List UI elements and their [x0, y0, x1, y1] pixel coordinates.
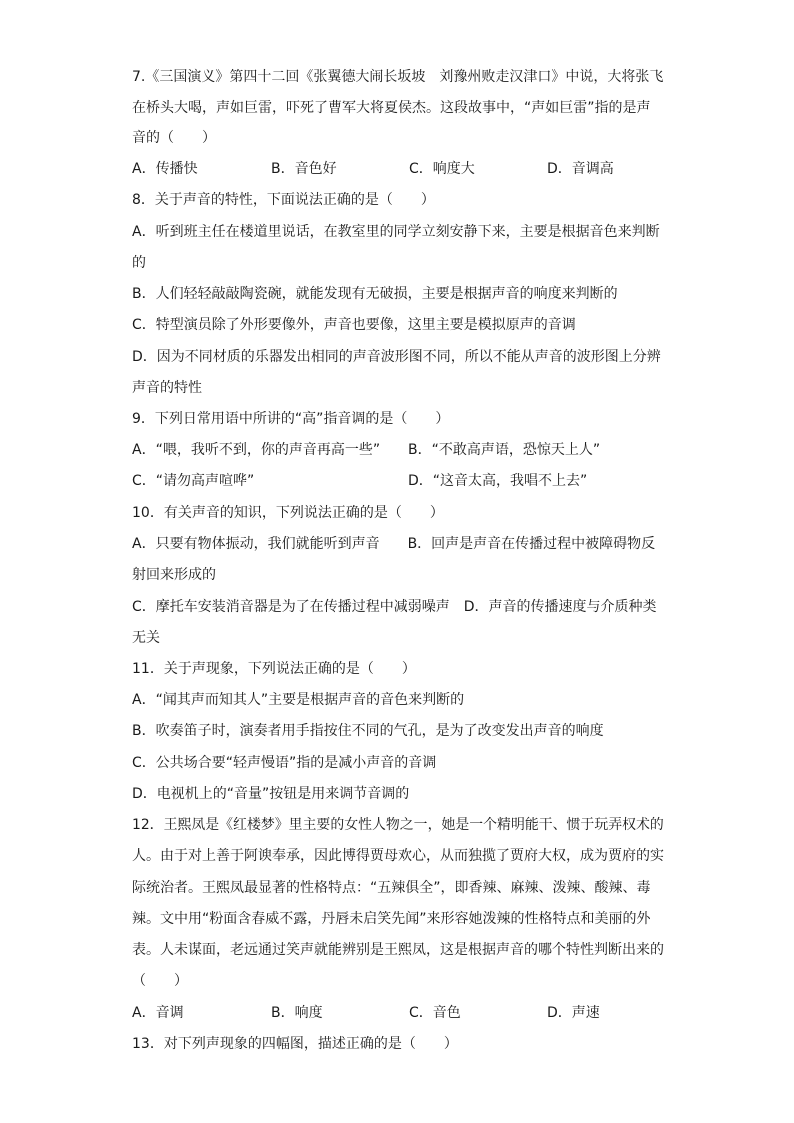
q12-option-b: B．响度 — [271, 1005, 323, 1021]
q12-stem-line-4: 辣。文中用“粉面含春威不露，丹唇未启笑先闻”来形容她泼辣的性格特点和美丽的外 — [132, 911, 651, 927]
q10-stem: 10．有关声音的知识，下列说法正确的是（ ） — [132, 505, 444, 521]
q10-options-cd-line-1: C．摩托车安装消音器是为了在传播过程中减弱噪声 D．声音的传播速度与介质种类 — [132, 599, 657, 615]
q9-option-b: B．“不敢高声语，恐惊天上人” — [408, 442, 601, 458]
q7-option-b: B．音色好 — [271, 161, 337, 177]
q7-stem-line-1: 7.《三国演义》第四十二回《张翼德大闹长坂坡 刘豫州败走汉津口》中说，大将张飞 — [132, 69, 664, 85]
q8-option-c: C．特型演员除了外形要像外，声音也要像，这里主要是模拟原声的音调 — [132, 317, 576, 333]
q9-option-d: D．“这音太高，我唱不上去” — [408, 473, 588, 489]
q8-option-b: B．人们轻轻敲敲陶瓷碗，就能发现有无破损，主要是根据声音的响度来判断的 — [132, 286, 618, 302]
q8-option-d-line-1: D．因为不同材质的乐器发出相同的声音波形图不同，所以不能从声音的波形图上分辨 — [132, 349, 661, 365]
q8-option-a-line-2: 的 — [132, 255, 146, 271]
q11-option-b: B．吹奏笛子时，演奏者用手指按住不同的气孔，是为了改变发出声音的响度 — [132, 723, 604, 739]
q11-option-d: D．电视机上的“音量”按钮是用来调节音调的 — [132, 786, 410, 802]
q9-stem: 9．下列日常用语中所讲的“高”指音调的是（ ） — [132, 411, 450, 427]
q13-stem: 13．对下列声现象的四幅图，描述正确的是（ ） — [132, 1036, 458, 1052]
q11-option-a: A．“闻其声而知其人”主要是根据声音的音色来判断的 — [132, 692, 465, 708]
q11-option-c: C．公共场合要“轻声慢语”指的是减小声音的音调 — [132, 755, 437, 771]
q10-options-ab-line-1: A．只要有物体振动，我们就能听到声音 B．回声是声音在传播过程中被障碍物反 — [132, 536, 656, 552]
q8-option-a-line-1: A．听到班主任在楼道里说话，在教室里的同学立刻安静下来，主要是根据音色来判断 — [132, 224, 660, 240]
q12-option-a: A．音调 — [132, 1005, 184, 1021]
q12-stem-line-6: （ ） — [132, 973, 188, 989]
q7-option-a: A．传播快 — [132, 161, 198, 177]
q11-stem: 11．关于声现象，下列说法正确的是（ ） — [132, 661, 416, 677]
q12-stem-line-5: 表。人未谋面，老远通过笑声就能辨别是王熙凤，这是根据声音的哪个特性判断出来的 — [132, 942, 664, 958]
q12-option-c: C．音色 — [409, 1005, 461, 1021]
q7-option-c: C．响度大 — [409, 161, 475, 177]
q7-option-d: D．音调高 — [547, 161, 614, 177]
q9-option-c: C．“请勿高声喧哗” — [132, 473, 255, 489]
q7-stem-line-3: 音的（ ） — [132, 130, 216, 146]
q8-stem: 8．关于声音的特性，下面说法正确的是（ ） — [132, 192, 435, 208]
q8-option-d-line-2: 声音的特性 — [132, 380, 202, 396]
q12-stem-line-3: 际统治者。王熙凤最显著的性格特点：“五辣俱全”，即香辣、麻辣、泼辣、酸辣、毒 — [132, 880, 651, 896]
q10-options-cd-line-2: 无关 — [132, 630, 160, 646]
q10-options-ab-line-2: 射回来形成的 — [132, 567, 216, 583]
q7-stem-line-2: 在桥头大喝，声如巨雷，吓死了曹军大将夏侯杰。这段故事中，“声如巨雷”指的是声 — [132, 100, 651, 116]
q12-stem-line-1: 12．王熙凤是《红楼梦》里主要的女性人物之一，她是一个精明能干、惯于玩弄权术的 — [132, 817, 664, 833]
q9-option-a: A．“喂，我听不到，你的声音再高一些” — [132, 442, 381, 458]
q12-option-d: D．声速 — [547, 1005, 600, 1021]
q12-stem-line-2: 人。由于对上善于阿谀奉承，因此博得贾母欢心，从而独揽了贾府大权，成为贾府的实 — [132, 848, 664, 864]
